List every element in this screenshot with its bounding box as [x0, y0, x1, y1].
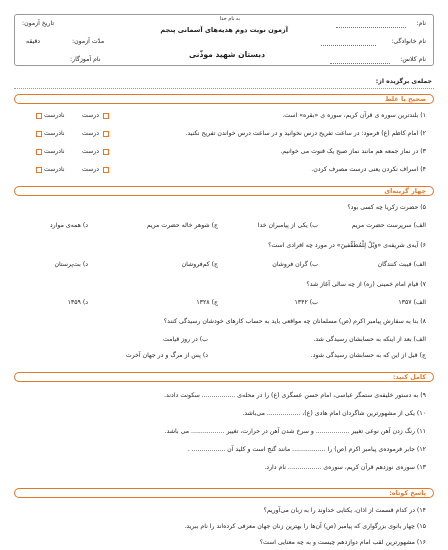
tf-item: ۱) بلندترین سوره ی قرآن کریم، سوره ی «بقره» است.	[282, 112, 426, 119]
name-label: نام:	[416, 20, 426, 27]
mc-option: الف) ۱۳۵۷	[398, 299, 426, 306]
mc-question: ۸) بنا به سفارش پیامبر اکرم (ص) مسلمانان چه مواقعی باید به حساب کارهای خودشان رسیدگی کنند؟	[163, 318, 426, 325]
date-label: تاریخ آزمون:	[22, 20, 55, 27]
mc-option: الف) فیبت کنندگان	[377, 261, 426, 268]
short-item: ۱۴) در کدام قسمت از اذان، یکتایی خداوند را به زبان می‌آوریم؟	[263, 507, 426, 514]
duration-label: مدّت آزمون:	[72, 38, 105, 45]
family-label: نام خانوادگی:	[391, 38, 426, 45]
false-label: نادرست	[44, 166, 65, 173]
mc-question: ۶) آیه‌ی شریفه‌ی «وَیْلٌ لِلْمُطَفِّفینَ» در مورد چه افرادی است؟	[268, 242, 426, 249]
section-tf-title: صحیح یا غلط	[384, 95, 426, 103]
false-checkbox[interactable]	[36, 131, 42, 137]
short-item: ۱۶) مشهورترین لقب امام دوازدهم چیست و به چه معنایی است؟	[259, 539, 426, 546]
short-item: ۱۵) چهار بانوی بزرگواری که پیامبر (ص) آن‌ها را بهترین زنان جهان معرفی کرده‌اند را نام ببرید.	[184, 523, 426, 530]
mc-option: ب) گران فروشان	[272, 261, 318, 268]
fill-item: ۹) به دستور خلیفه‌ی ستمگر عباسی، امام حسن عسگری (ع) را در محله‌ی ................. سکونت دادند.	[164, 392, 426, 399]
quote-divider	[14, 88, 434, 89]
quote-line: جمله‌ی برگزیده از:	[375, 78, 432, 85]
false-label: نادرست	[44, 148, 65, 155]
true-checkbox[interactable]	[103, 149, 109, 155]
fill-item: ۱۳) سوره‌ی نوزدهم قرآن کریم، سوره‌ی ................. نام دارد.	[264, 464, 426, 471]
true-checkbox[interactable]	[103, 131, 109, 137]
mc-option: ج) کم‌فروشان	[181, 261, 218, 268]
name-line	[336, 27, 406, 28]
true-label: درست	[82, 130, 100, 137]
mc-option: ج) قبل از این که به حسابشان رسیدگی شود.	[310, 352, 426, 359]
tf-item: ۲) امام کاظم (ع) فرمود: در ساعت تفریح درس نخوانید و در ساعت درس خواندن تفریح نکنید.	[185, 130, 426, 137]
mc-option: د) پس از مرگ و در جهان آخرت	[125, 352, 208, 359]
tf-item: ۴) اسراف نکردن یعنی درست مصرف کردن.	[311, 166, 426, 173]
false-label: نادرست	[44, 130, 65, 137]
fill-item: ۱۱) رنگ زدن آهن نوعی تغییر ................. و سرخ شدن آهن در حرارت، تغییر ................. می باشد.	[164, 428, 426, 435]
false-label: نادرست	[44, 112, 65, 119]
true-checkbox[interactable]	[103, 113, 109, 119]
section-mc-header	[14, 186, 434, 196]
section-fill-title: کامل کنید:	[392, 373, 426, 381]
class-label: نام کلاس:	[400, 56, 426, 63]
true-label: درست	[82, 112, 100, 119]
teacher-label: نام آموزگار:	[70, 56, 101, 63]
section-short-header	[14, 488, 434, 498]
mc-option: ب) یکی از پیامبران خدا	[257, 222, 318, 229]
mc-question: ۵) حضرت زکریا چه کسی بود؟	[347, 204, 426, 211]
true-label: درست	[82, 166, 100, 173]
true-checkbox[interactable]	[103, 167, 109, 173]
mc-option: د) بت‌پرستان	[54, 261, 88, 268]
class-line	[330, 63, 390, 64]
fill-item: ۱۰) یکی از مشهورترین شاگردان امام هادی (ع)، ................. می‌باشد.	[242, 410, 426, 417]
mc-option: د) ۱۳۵۹	[67, 299, 88, 306]
false-checkbox[interactable]	[36, 167, 42, 173]
mc-option: ب) ۱۳۴۲	[294, 299, 318, 306]
section-fill-header	[14, 372, 434, 382]
mc-option: د) همه‌ی موارد	[49, 222, 88, 229]
duration-unit: دقیقه	[26, 38, 41, 45]
bismillah: به نام خدا	[219, 16, 240, 22]
tf-item: ۳) در نماز جمعه هم مانند نماز صبح یک قنوت می خوانیم.	[280, 148, 426, 155]
mc-option: ج) شوهر خاله حضرت مریم	[146, 222, 218, 229]
section-tf-header	[14, 94, 434, 104]
false-checkbox[interactable]	[36, 113, 42, 119]
false-checkbox[interactable]	[36, 149, 42, 155]
mc-option: الف) سرپرست حضرت مریم	[351, 222, 426, 229]
mc-question: ۷) قیام امام خمینی (ره) از چه سالی آغاز شد؟	[306, 281, 426, 288]
mc-option: ج) ۱۳۲۸	[196, 299, 218, 306]
true-label: درست	[82, 148, 100, 155]
section-mc-title: چهار گزینه‌ای	[384, 187, 426, 195]
mc-option: الف) بعد از اینکه به حسابشان رسیدگی شد.	[313, 336, 426, 343]
family-line	[321, 45, 376, 46]
fill-item: ۱۲) جابر فرموده‌ی پیامبر اکرم (ص) را ................. مانند گنج است و کلید آن ................. .	[187, 446, 426, 453]
school-name: دبستان شهید موذّنی	[188, 50, 265, 59]
exam-title: آزمون نوبت دوم هدیه‌های آسمانی پنجم	[160, 26, 288, 34]
section-short-title: پاسخ کوتاه:	[389, 489, 426, 497]
mc-option: ب) در روز قیامت	[163, 336, 208, 343]
